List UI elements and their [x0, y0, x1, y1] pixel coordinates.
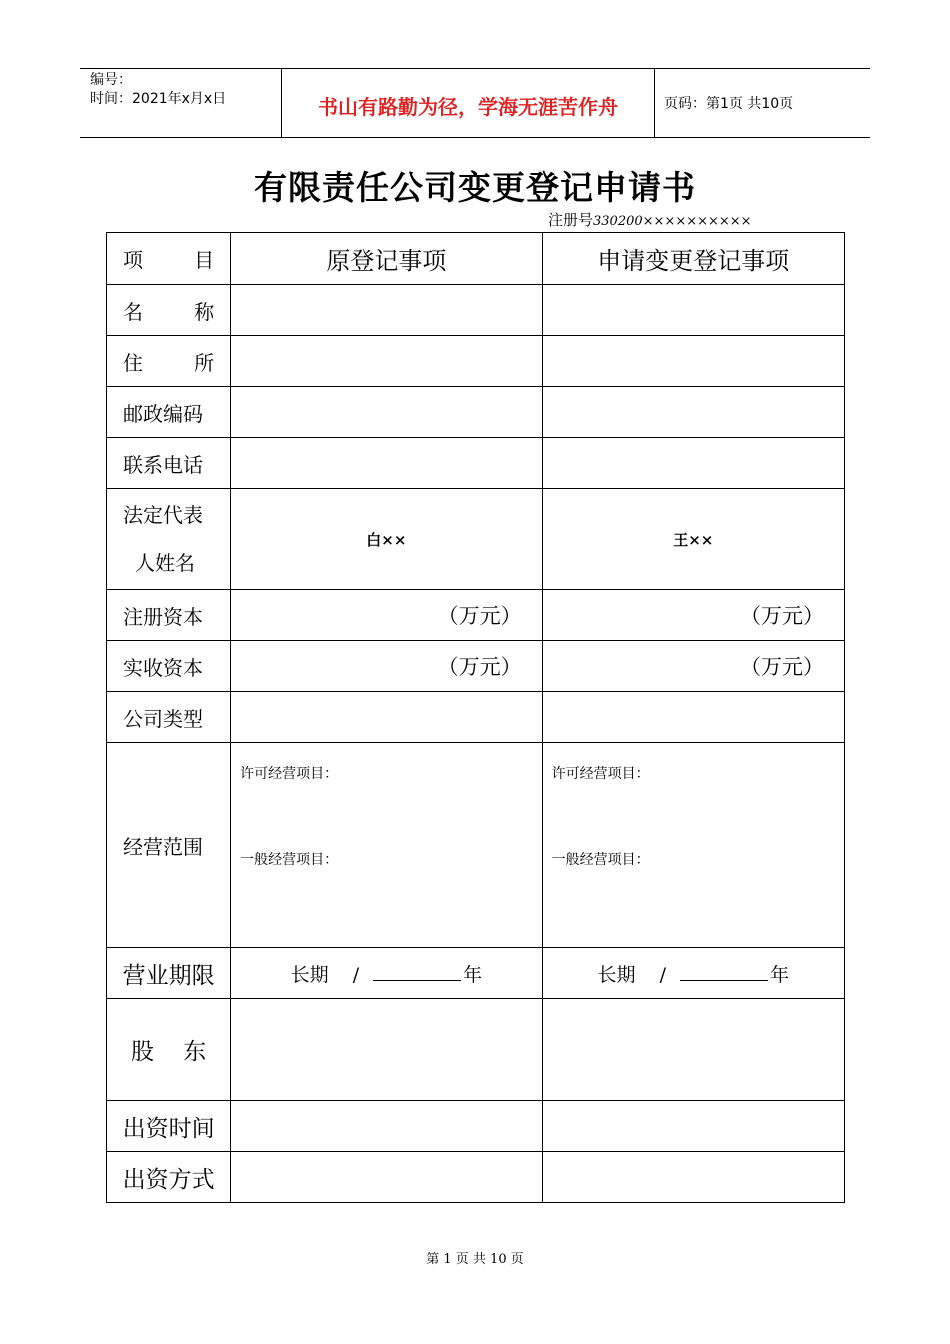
header-divider [654, 69, 655, 137]
term-change[interactable]: 长期 / 年 [542, 948, 844, 999]
postal-change-field[interactable] [542, 387, 844, 438]
label-name: 名 称 [107, 285, 231, 336]
registration-label: 注册号 [548, 211, 594, 229]
postal-original-field[interactable] [231, 387, 542, 438]
address-change-field[interactable] [542, 336, 844, 387]
label-contribution-time: 出资时间 [107, 1101, 231, 1152]
name-original-field[interactable] [231, 285, 542, 336]
contribution-time-change-field[interactable] [542, 1101, 844, 1152]
label-legal-rep: 法定代表 人姓名 [107, 489, 231, 590]
label-shareholders: 股 东 [107, 999, 231, 1101]
contribution-time-original-field[interactable] [231, 1101, 542, 1152]
row-legal-rep [107, 489, 845, 590]
row-registered-capital [107, 590, 845, 641]
row-phone [107, 438, 845, 489]
label-paid-capital: 实收资本 [107, 641, 231, 692]
legal-rep-original[interactable]: 白×× [231, 489, 542, 590]
label-postal-code: 邮政编码 [107, 387, 231, 438]
row-company-type [107, 692, 845, 743]
row-address [107, 336, 845, 387]
registered-capital-change[interactable]: （万元） [542, 590, 844, 641]
label-term: 营业期限 [107, 948, 231, 999]
legal-rep-change[interactable]: 王×× [542, 489, 844, 590]
term-original[interactable]: 长期 / 年 [231, 948, 542, 999]
business-scope-original[interactable] [231, 743, 542, 948]
label-company-type: 公司类型 [107, 692, 231, 743]
phone-original-field[interactable] [231, 438, 542, 489]
serial-label: 编号： [90, 72, 132, 88]
page-footer: 第 1 页 共 10 页 [426, 1252, 524, 1267]
label-phone: 联系电话 [107, 438, 231, 489]
change-general-label: 一般经营项目： [551, 852, 650, 868]
business-scope-change[interactable] [542, 743, 844, 948]
original-licensed-label: 许可经营项目： [240, 766, 339, 782]
header-page-info: 页码：第1页 共10页 [664, 96, 794, 112]
year-blank[interactable] [373, 964, 461, 981]
company-type-original-field[interactable] [231, 692, 542, 743]
row-paid-capital [107, 641, 845, 692]
row-business-scope [107, 743, 845, 948]
registration-value: 330200×××××××××× [593, 214, 752, 229]
contribution-method-change-field[interactable] [542, 1152, 844, 1203]
shareholders-change-field[interactable] [542, 999, 844, 1101]
header-original: 原登记事项 [231, 233, 542, 285]
address-original-field[interactable] [231, 336, 542, 387]
page-header [80, 68, 870, 138]
row-postal-code [107, 387, 845, 438]
row-contribution-method [107, 1152, 845, 1203]
document-title: 有限责任公司变更登记申请书 [254, 168, 696, 207]
name-change-field[interactable] [542, 285, 844, 336]
row-name [107, 285, 845, 336]
header-item-cell: 项 目 [107, 233, 231, 285]
year-blank[interactable] [680, 964, 768, 981]
change-form-table [106, 232, 845, 1203]
header-motto: 书山有路勤为径，学海无涯苦作舟 [318, 95, 618, 119]
header-change: 申请变更登记事项 [542, 233, 844, 285]
label-registered-capital: 注册资本 [107, 590, 231, 641]
table-header-row [107, 233, 845, 285]
row-contribution-time [107, 1101, 845, 1152]
row-shareholders [107, 999, 845, 1101]
label-address: 住 所 [107, 336, 231, 387]
paid-capital-change[interactable]: （万元） [542, 641, 844, 692]
label-contribution-method: 出资方式 [107, 1152, 231, 1203]
change-licensed-label: 许可经营项目： [551, 766, 650, 782]
row-term [107, 948, 845, 999]
shareholders-original-field[interactable] [231, 999, 542, 1101]
header-meta [90, 71, 226, 109]
registered-capital-original[interactable]: （万元） [231, 590, 542, 641]
company-type-change-field[interactable] [542, 692, 844, 743]
date-label: 时间：2021年x月x日 [90, 91, 227, 107]
phone-change-field[interactable] [542, 438, 844, 489]
original-general-label: 一般经营项目： [240, 852, 339, 868]
label-business-scope: 经营范围 [107, 743, 231, 948]
registration-number [548, 209, 752, 230]
contribution-method-original-field[interactable] [231, 1152, 542, 1203]
paid-capital-original[interactable]: （万元） [231, 641, 542, 692]
